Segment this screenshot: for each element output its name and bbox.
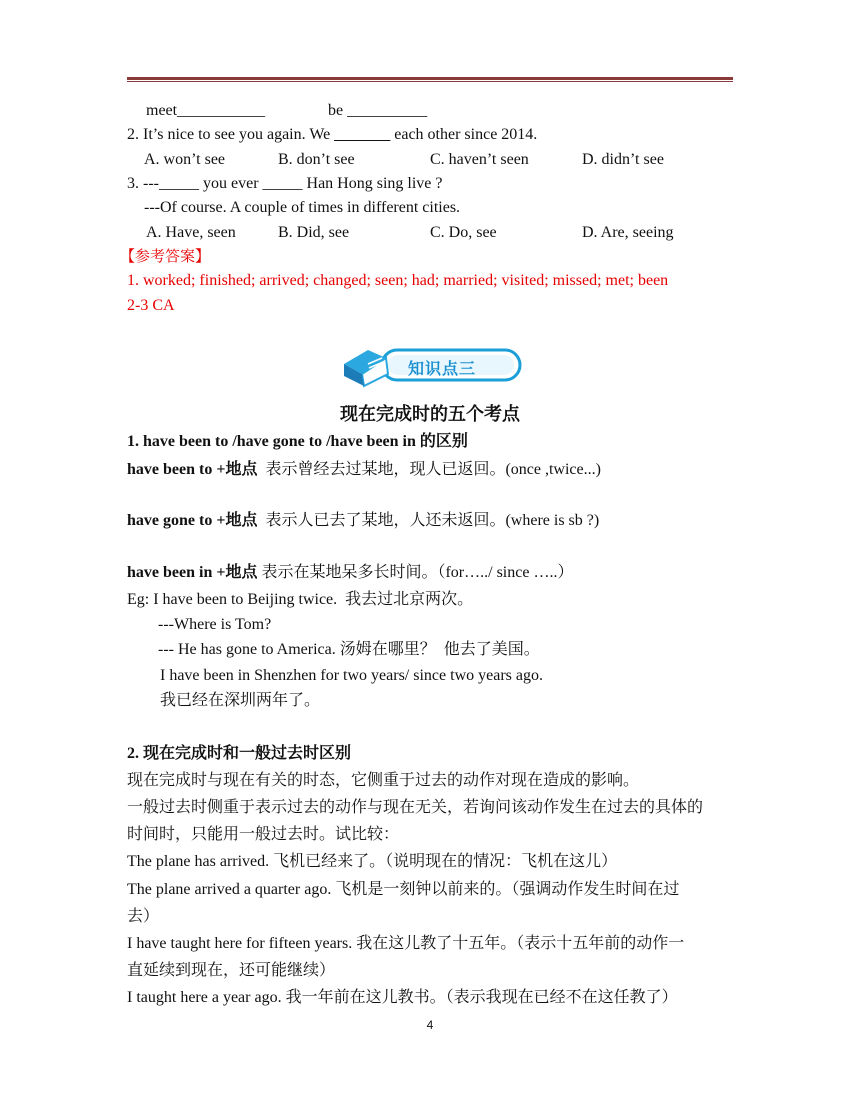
point1-row-been-to: have been to +地点 表示曾经去过某地，现人已返回。(once ,twice...): [127, 461, 601, 478]
question-3-reply: ---Of course. A couple of times in different cities.: [144, 199, 461, 216]
example-line-2: ---Where is Tom?: [158, 616, 272, 633]
question-3: 3. ---_____ you ever _____ Han Hong sing live ?: [127, 175, 443, 192]
header-rule: [127, 77, 733, 80]
example-line-3: --- He has gone to America. 汤姆在哪里？ 他去了美国。: [158, 641, 540, 658]
point1-row-been-in: have been in +地点 表示在某地呆多长时间。（for…../ since …..）: [127, 564, 574, 581]
point2-line-5: The plane arrived a quarter ago. 飞机是一刻钟以前来的。（强调动作发生时间在过: [127, 881, 680, 898]
section-title: 现在完成时的五个考点: [340, 404, 520, 424]
point2-line-8: 直延续到现在，还可能继续）: [127, 962, 336, 979]
knowledge-point-badge: [338, 344, 524, 388]
answer-heading: 【参考答案】: [120, 249, 211, 265]
answer-line-2: 2-3 CA: [127, 297, 175, 314]
q3-option-b: B. Did, see: [278, 224, 350, 241]
example-line-1: Eg: I have been to Beijing twice. 我去过北京两次。: [127, 591, 474, 608]
header-rule-thin: [127, 81, 733, 82]
q2-option-b: B. don’t see: [278, 151, 355, 168]
point2-line-2: 一般过去时侧重于表示过去的动作与现在无关，若询问该动作发生在过去的具体的: [127, 799, 704, 816]
point2-line-9: I taught here a year ago. 我一年前在这儿教书。（表示我现在已经不在这任教了）: [127, 989, 678, 1006]
point1-heading: 1. have been to /have gone to /have been in 的区别: [127, 433, 468, 450]
example-line-4: I have been in Shenzhen for two years/ since two years ago.: [160, 667, 543, 684]
point2-line-7: I have taught here for fifteen years. 我在这儿教了十五年。（表示十五年前的动作一: [127, 935, 685, 952]
q3-option-c: C. Do, see: [430, 224, 497, 241]
question-2: 2. It’s nice to see you again. We _______ each other since 2014.: [127, 126, 538, 143]
blank-be: be __________: [328, 102, 428, 119]
page-number: 4: [426, 1018, 434, 1032]
q3-option-d: D. Are, seeing: [582, 224, 674, 241]
answer-line-1: 1. worked; finished; arrived; changed; seen; had; married; visited; missed; met; been: [127, 272, 669, 289]
q2-option-d: D. didn’t see: [582, 151, 664, 168]
q3-option-a: A. Have, seen: [146, 224, 236, 241]
example-line-5: 我已经在深圳两年了。: [160, 692, 321, 709]
badge-label: 知识点三: [408, 359, 477, 378]
blank-meet: meet___________: [146, 102, 266, 119]
q2-option-a: A. won’t see: [144, 151, 226, 168]
point1-row-gone-to: have gone to +地点 表示人已去了某地，人还未返回。(where is sb ?): [127, 512, 600, 529]
point2-line-4: The plane has arrived. 飞机已经来了。（说明现在的情况：飞机在这儿）: [127, 853, 618, 870]
point2-line-6: 去）: [127, 908, 160, 925]
q2-option-c: C. haven’t seen: [430, 151, 529, 168]
point2-heading: 2. 现在完成时和一般过去时区别: [127, 745, 352, 762]
point2-line-3: 时间时，只能用一般过去时。试比较：: [127, 826, 400, 843]
point2-line-1: 现在完成时与现在有关的时态，它侧重于过去的动作对现在造成的影响。: [127, 772, 640, 789]
